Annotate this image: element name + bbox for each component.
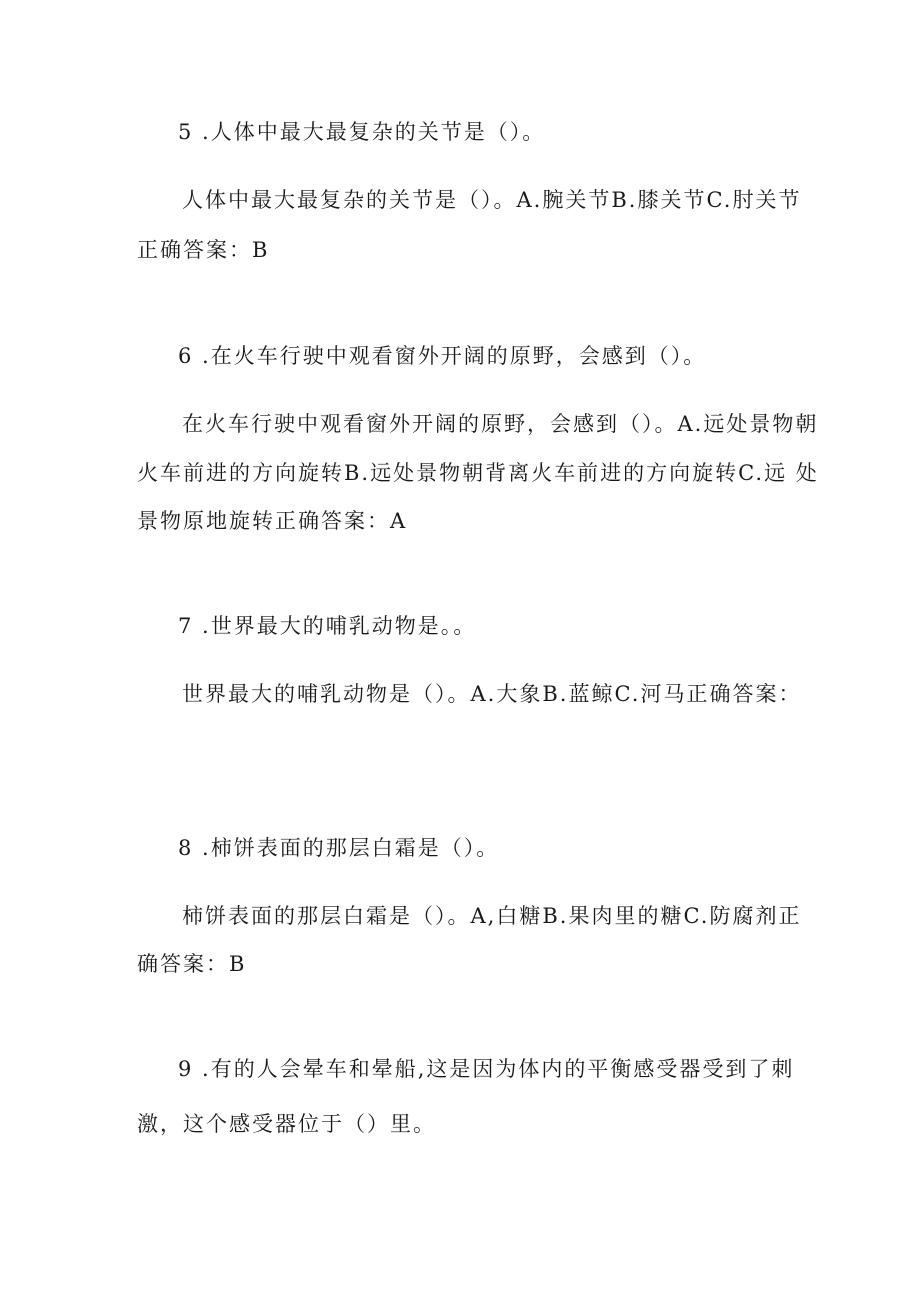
question-9-body-line-1: 激，这个感受器位于（）里。: [137, 1112, 436, 1136]
question-6-body-line-1: 在火车行驶中观看窗外开阔的原野，会感到（）。A.远处景物朝: [182, 412, 819, 436]
question-7-body-line-1: 世界最大的哺乳动物是（）。A.大象B.蓝鲸C.河马正确答案：: [182, 682, 802, 706]
question-5-body-line-2: 正确答案：B: [137, 238, 270, 262]
question-8-body-line-1: 柿饼表面的那层白霜是（）。A,白糖B.果肉里的糖C.防腐剂正: [182, 904, 802, 928]
question-8-body-line-2: 确答案：B: [137, 952, 247, 976]
question-8-heading: 8 .柿饼表面的那层白霜是（）。: [178, 836, 500, 860]
question-7-heading: 7 .世界最大的哺乳动物是。。: [178, 614, 477, 638]
question-6-body-line-2: 火车前进的方向旋转B.远处景物朝背离火车前进的方向旋转C.远 处: [137, 461, 819, 485]
question-6-body-line-3: 景物原地旋转正确答案：A: [137, 509, 408, 533]
question-9-heading: 9 .有的人会晕车和晕船,这是因为体内的平衡感受器受到了刺: [178, 1057, 795, 1081]
question-5-body-line-1: 人体中最大最复杂的关节是（）。A.腕关节B.膝关节C.肘关节: [182, 188, 802, 212]
question-5-heading: 5 .人体中最大最复杂的关节是（）。: [178, 120, 546, 144]
question-6-heading: 6 .在火车行驶中观看窗外开阔的原野，会感到（）。: [178, 344, 707, 368]
